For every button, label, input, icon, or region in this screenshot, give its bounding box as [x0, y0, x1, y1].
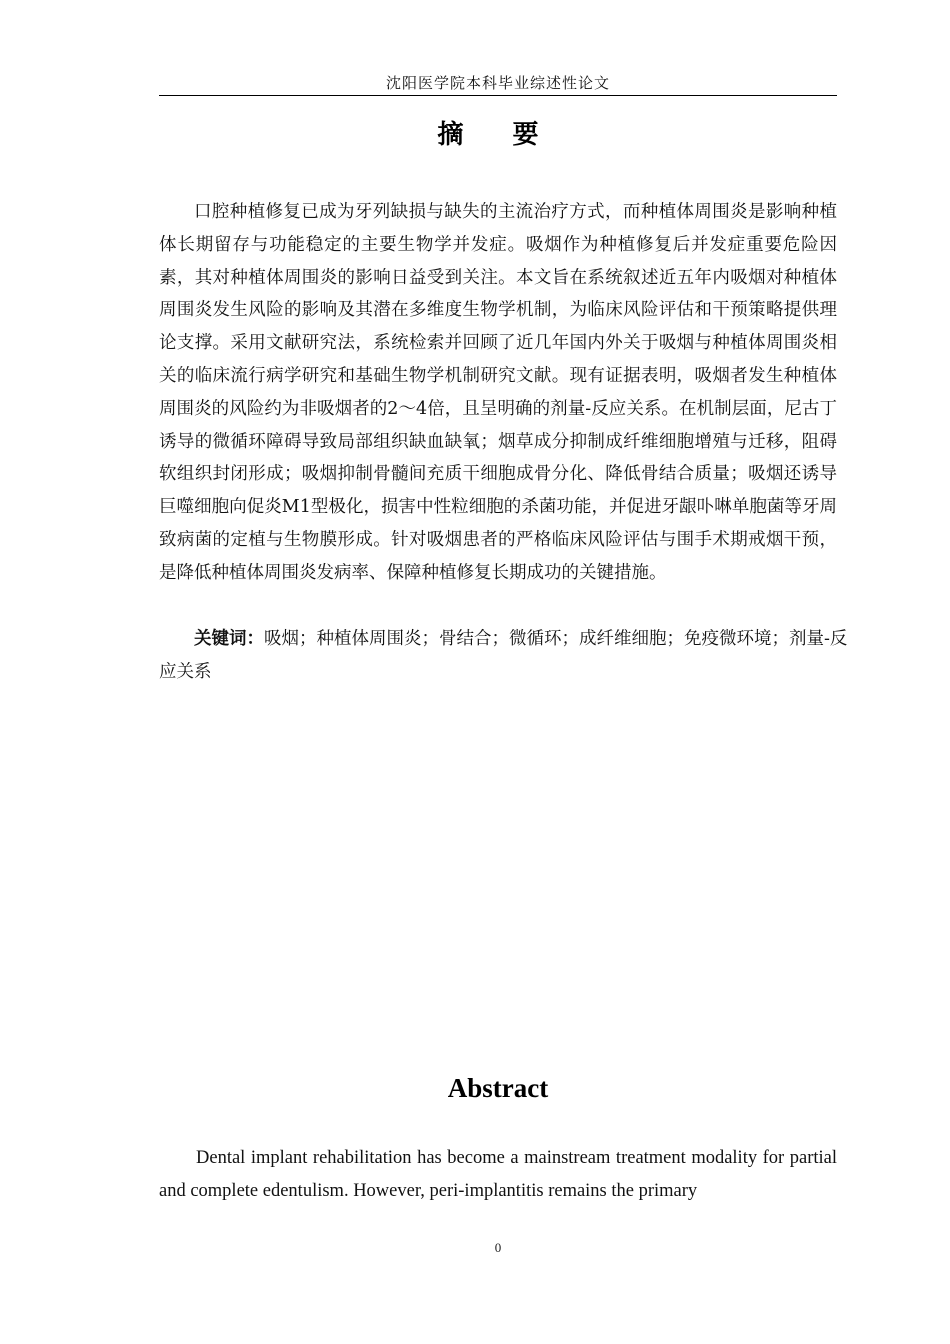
english-abstract-title: Abstract	[447, 1073, 549, 1103]
chinese-keywords	[159, 623, 849, 689]
english-abstract-body: Dental implant rehabilitation has become a mainstream treatment modality for partial and complete edentulism. However, peri-implantitis remains the primary	[159, 1148, 837, 1201]
chinese-abstract-body: 口腔种植修复已成为牙列缺损与缺失的主流治疗方式，而种植体周围炎是影响种植体长期留存与功能稳定的主要生物学并发症。吸烟作为种植修复后并发症重要危险因素，其对种植体周围炎的影响日益受到关注。本文旨在系统叙述近五年内吸烟对种植体周围炎发生风险的影响及其潜在多维度生物学机制，为临床风险评估和干预策略提供理论支撑。采用文献研究法，系统检索并回顾了近几年国内外关于吸烟与种植体周围炎相关的临床流行病学研究和基础生物学机制研究文献。现有证据表明，吸烟者发生种植体周围炎的风险约为非吸烟者的2～4倍，且呈明确的剂量-反应关系。在机制层面，尼古丁诱导的微循环障碍导致局部组织缺血缺氧；烟草成分抑制成纤维细胞增殖与迁移，阻碍软组织封闭形成；吸烟抑制骨髓间充质干细胞成骨分化、降低骨结合质量；吸烟还诱导巨噬细胞向促炎M1型极化，损害中性粒细胞的杀菌功能，并促进牙龈卟啉单胞菌等牙周致病菌的定植与生物膜形成。针对吸烟患者的严格临床风险评估与围手术期戒烟干预，是降低种植体周围炎发病率、保障种植修复长期成功的关键措施。	[159, 202, 837, 583]
header-divider	[159, 95, 837, 96]
running-header: 沈阳医学院本科毕业综述性论文	[385, 74, 610, 92]
chinese-abstract-title: 摘 要	[437, 120, 559, 150]
keywords-label: 关键词：	[194, 629, 264, 649]
keywords-list: 吸烟；种植体周围炎；骨结合；微循环；成纤维细胞；免疫微环境；剂量-反应关系	[159, 629, 848, 682]
page-number: 0	[494, 1240, 502, 1255]
